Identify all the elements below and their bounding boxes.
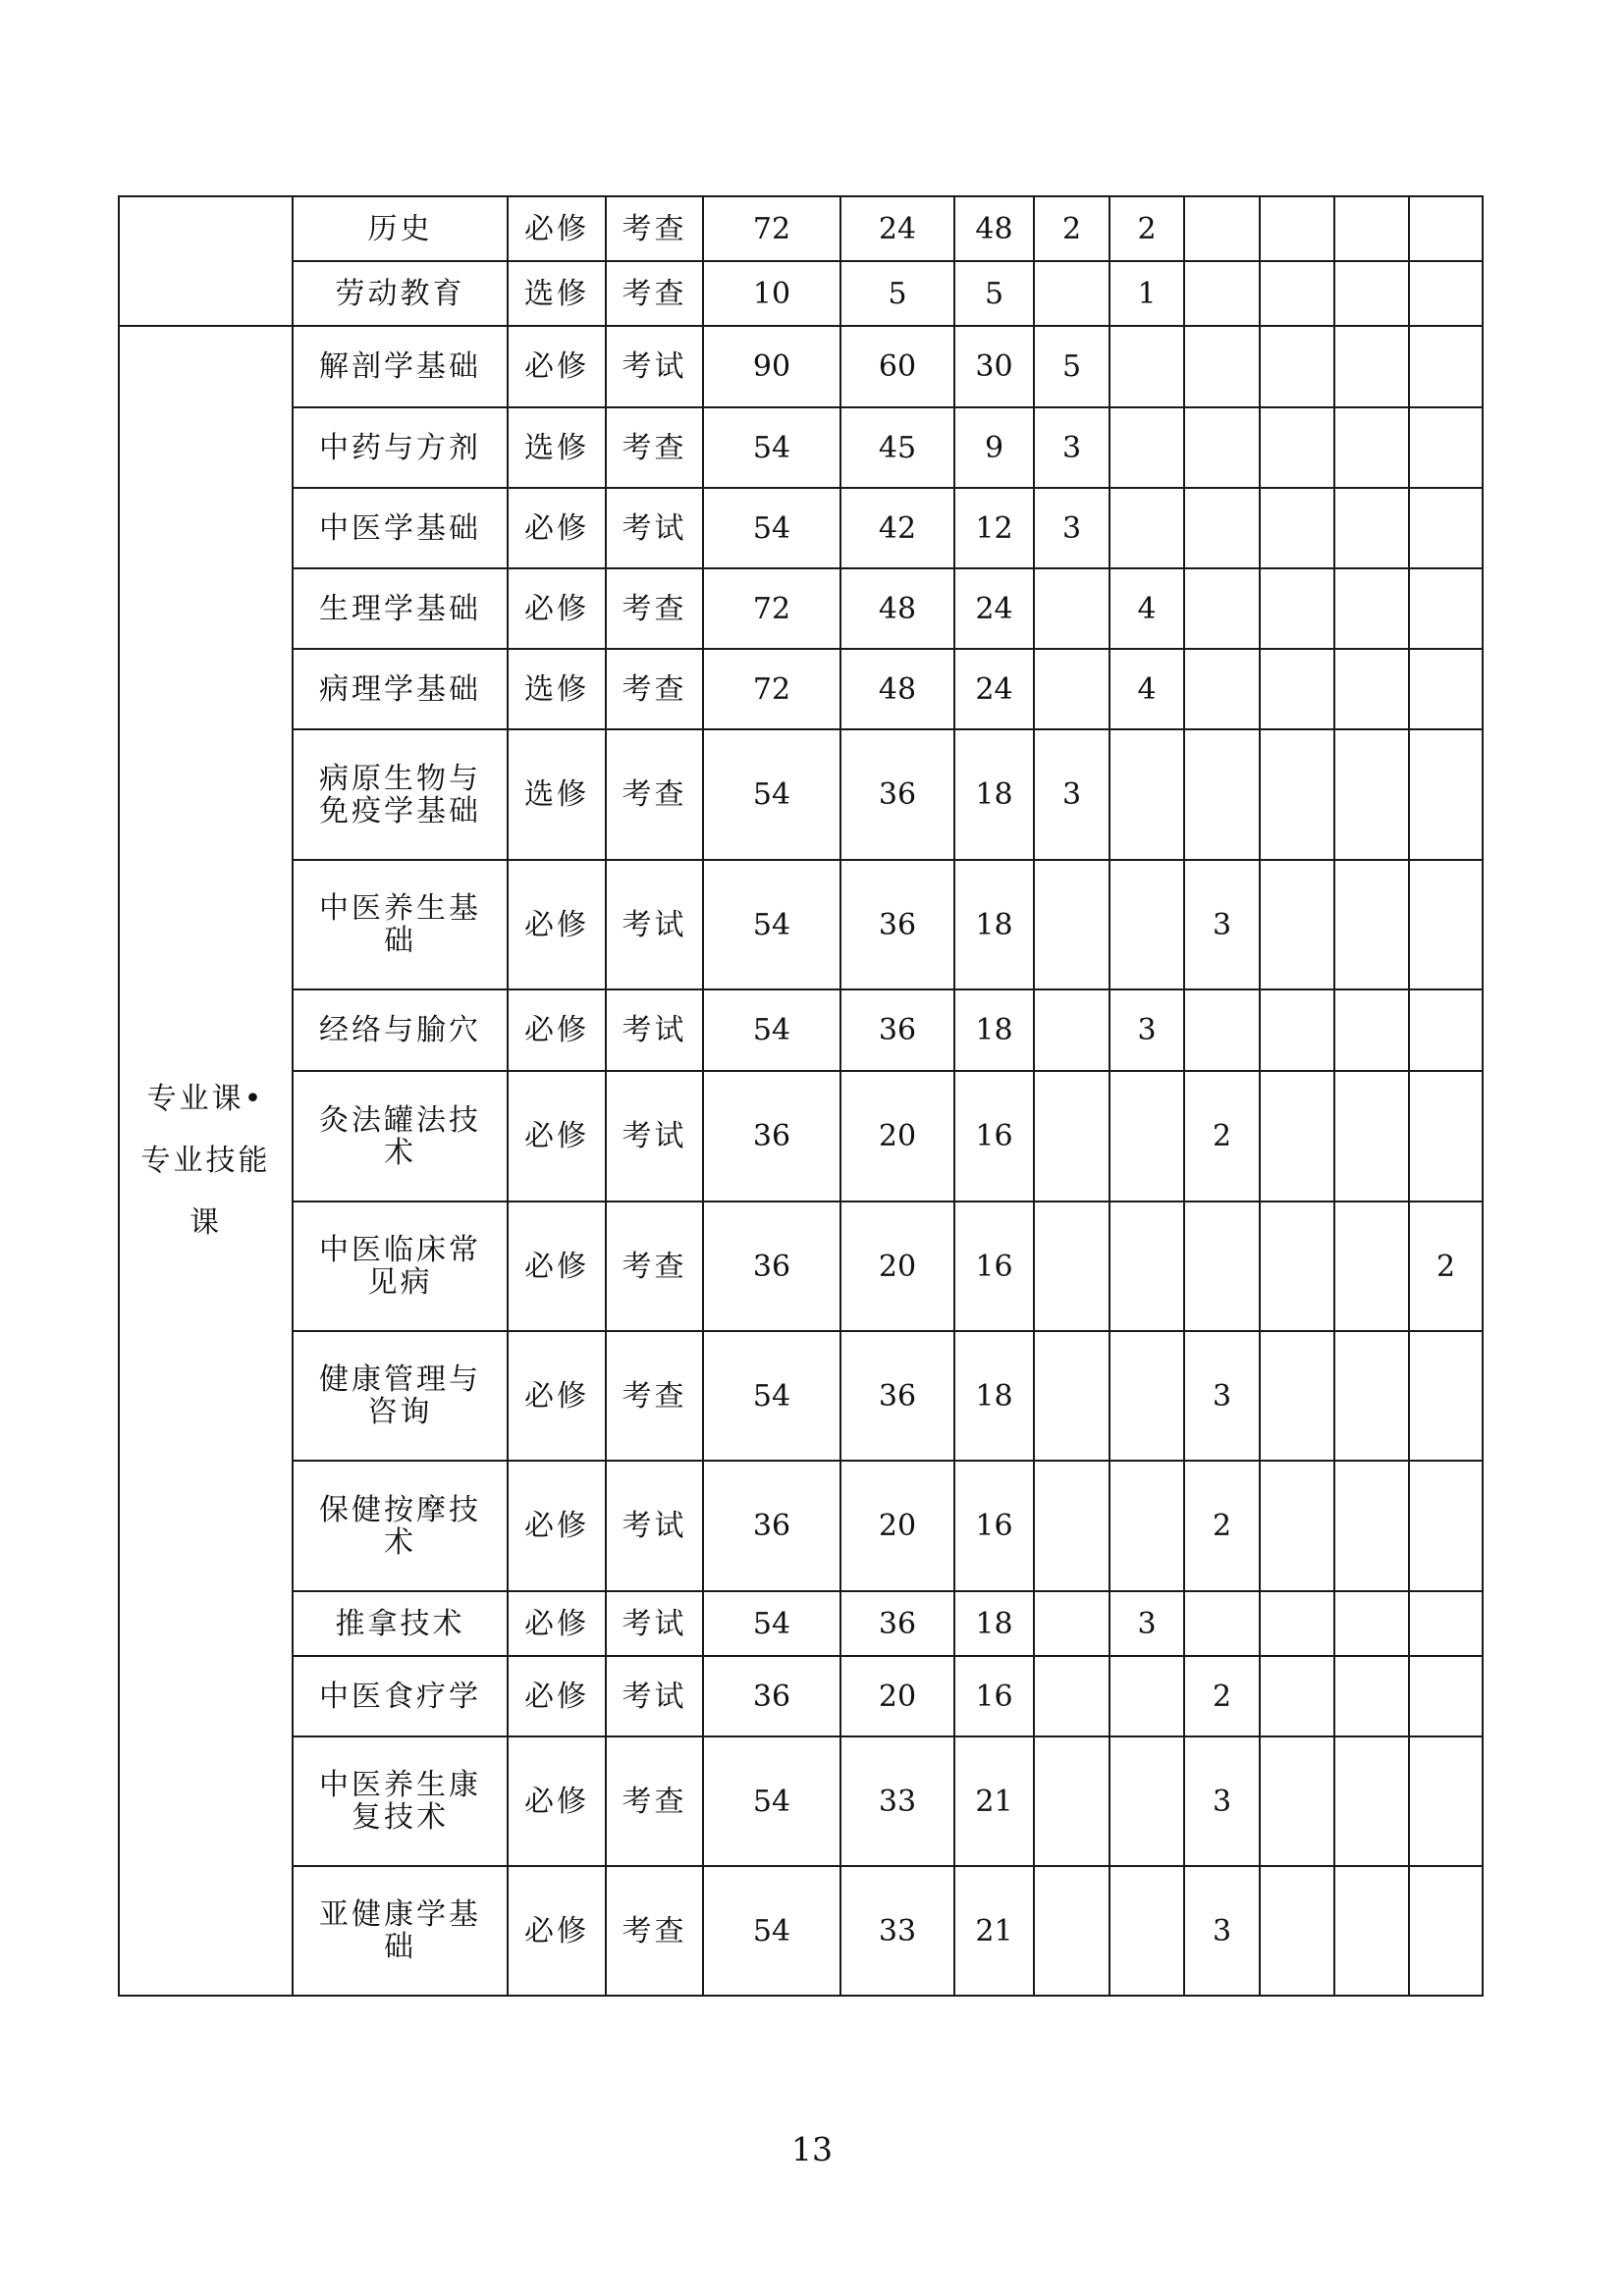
semester-1-cell: [1034, 989, 1110, 1071]
assessment-cell: 考查: [606, 196, 703, 261]
course-type-cell: 选修: [508, 407, 606, 488]
semester-3-cell: [1184, 649, 1260, 729]
course-type-cell: 必修: [508, 488, 606, 568]
semester-1-cell: 3: [1034, 407, 1110, 488]
table-row: [119, 1736, 1483, 1866]
theory-hours-cell: 20: [840, 1071, 954, 1201]
course-type-cell: 必修: [508, 1461, 606, 1591]
assessment-cell: 考试: [606, 1656, 703, 1736]
semester-4-cell: [1260, 989, 1334, 1071]
semester-1-cell: 5: [1034, 326, 1110, 407]
course-name-cell: 历史: [293, 196, 508, 261]
theory-hours-cell: 20: [840, 1201, 954, 1331]
table-row: [119, 326, 1483, 407]
assessment-cell: 考试: [606, 860, 703, 989]
semester-2-cell: 2: [1110, 196, 1184, 261]
semester-5-cell: [1334, 1656, 1409, 1736]
table-row: [119, 1201, 1483, 1331]
course-name-cell: 中医临床常见病: [293, 1201, 508, 1331]
semester-4-cell: [1260, 1591, 1334, 1656]
semester-2-cell: 3: [1110, 1591, 1184, 1656]
semester-5-cell: [1334, 196, 1409, 261]
course-name-cell: 健康管理与咨询: [293, 1331, 508, 1461]
total-hours-cell: 54: [703, 989, 840, 1071]
theory-hours-cell: 20: [840, 1461, 954, 1591]
practice-hours-cell: 9: [954, 407, 1034, 488]
semester-3-cell: 3: [1184, 1866, 1260, 1996]
semester-4-cell: [1260, 860, 1334, 989]
semester-2-cell: 1: [1110, 261, 1184, 326]
assessment-cell: 考试: [606, 326, 703, 407]
semester-5-cell: [1334, 649, 1409, 729]
semester-6-cell: [1409, 1866, 1483, 1996]
total-hours-cell: 10: [703, 261, 840, 326]
semester-6-cell: [1409, 729, 1483, 860]
category-cell: 专业课• 专业技能课: [119, 326, 293, 1996]
theory-hours-cell: 36: [840, 989, 954, 1071]
table-row: [119, 568, 1483, 649]
practice-hours-cell: 18: [954, 1591, 1034, 1656]
semester-1-cell: [1034, 1591, 1110, 1656]
semester-3-cell: 2: [1184, 1071, 1260, 1201]
semester-1-cell: [1034, 1071, 1110, 1201]
semester-1-cell: [1034, 860, 1110, 989]
course-name-cell: 亚健康学基础: [293, 1866, 508, 1996]
semester-6-cell: [1409, 1736, 1483, 1866]
semester-2-cell: [1110, 326, 1184, 407]
course-name-cell: 保健按摩技术: [293, 1461, 508, 1591]
semester-3-cell: 2: [1184, 1461, 1260, 1591]
semester-1-cell: [1034, 1656, 1110, 1736]
semester-1-cell: [1034, 1331, 1110, 1461]
semester-1-cell: [1034, 1736, 1110, 1866]
assessment-cell: 考试: [606, 1591, 703, 1656]
total-hours-cell: 36: [703, 1201, 840, 1331]
semester-1-cell: [1034, 1201, 1110, 1331]
course-type-cell: 选修: [508, 729, 606, 860]
course-name-cell: 病理学基础: [293, 649, 508, 729]
table-row: [119, 261, 1483, 326]
page-number: 13: [791, 2130, 833, 2168]
practice-hours-cell: 21: [954, 1866, 1034, 1996]
table-row: [119, 1656, 1483, 1736]
theory-hours-cell: 20: [840, 1656, 954, 1736]
total-hours-cell: 36: [703, 1656, 840, 1736]
semester-5-cell: [1334, 407, 1409, 488]
semester-6-cell: [1409, 196, 1483, 261]
table-row: [119, 729, 1483, 860]
semester-6-cell: [1409, 1461, 1483, 1591]
practice-hours-cell: 16: [954, 1201, 1034, 1331]
theory-hours-cell: 33: [840, 1736, 954, 1866]
course-name-cell: 生理学基础: [293, 568, 508, 649]
course-name-cell: 中医养生基础: [293, 860, 508, 989]
semester-6-cell: [1409, 261, 1483, 326]
semester-6-cell: [1409, 407, 1483, 488]
semester-3-cell: [1184, 1591, 1260, 1656]
table-row: [119, 488, 1483, 568]
practice-hours-cell: 18: [954, 729, 1034, 860]
semester-4-cell: [1260, 261, 1334, 326]
table-row: [119, 1461, 1483, 1591]
assessment-cell: 考查: [606, 261, 703, 326]
course-type-cell: 必修: [508, 860, 606, 989]
semester-2-cell: 4: [1110, 649, 1184, 729]
assessment-cell: 考试: [606, 1071, 703, 1201]
practice-hours-cell: 5: [954, 261, 1034, 326]
theory-hours-cell: 33: [840, 1866, 954, 1996]
course-name-cell: 中药与方剂: [293, 407, 508, 488]
semester-3-cell: [1184, 729, 1260, 860]
theory-hours-cell: 36: [840, 860, 954, 989]
semester-3-cell: 2: [1184, 1656, 1260, 1736]
semester-3-cell: [1184, 488, 1260, 568]
semester-1-cell: [1034, 649, 1110, 729]
semester-3-cell: [1184, 1201, 1260, 1331]
semester-2-cell: [1110, 488, 1184, 568]
semester-6-cell: [1409, 1591, 1483, 1656]
course-type-cell: 必修: [508, 1331, 606, 1461]
total-hours-cell: 54: [703, 488, 840, 568]
semester-3-cell: [1184, 261, 1260, 326]
practice-hours-cell: 16: [954, 1461, 1034, 1591]
semester-2-cell: [1110, 407, 1184, 488]
table-row: [119, 407, 1483, 488]
practice-hours-cell: 48: [954, 196, 1034, 261]
total-hours-cell: 54: [703, 1736, 840, 1866]
semester-6-cell: [1409, 326, 1483, 407]
semester-4-cell: [1260, 407, 1334, 488]
semester-1-cell: [1034, 568, 1110, 649]
semester-6-cell: [1409, 488, 1483, 568]
practice-hours-cell: 21: [954, 1736, 1034, 1866]
semester-5-cell: [1334, 1071, 1409, 1201]
course-type-cell: 必修: [508, 1591, 606, 1656]
assessment-cell: 考试: [606, 1461, 703, 1591]
semester-2-cell: [1110, 1656, 1184, 1736]
practice-hours-cell: 24: [954, 649, 1034, 729]
semester-2-cell: [1110, 1736, 1184, 1866]
semester-2-cell: [1110, 1331, 1184, 1461]
semester-2-cell: 3: [1110, 989, 1184, 1071]
theory-hours-cell: 36: [840, 1591, 954, 1656]
course-type-cell: 必修: [508, 196, 606, 261]
semester-6-cell: [1409, 1331, 1483, 1461]
practice-hours-cell: 24: [954, 568, 1034, 649]
total-hours-cell: 54: [703, 1866, 840, 1996]
practice-hours-cell: 18: [954, 860, 1034, 989]
semester-5-cell: [1334, 1866, 1409, 1996]
course-type-cell: 选修: [508, 261, 606, 326]
table-row: [119, 196, 1483, 261]
semester-3-cell: 3: [1184, 860, 1260, 989]
semester-2-cell: [1110, 1071, 1184, 1201]
semester-4-cell: [1260, 1071, 1334, 1201]
table-row: [119, 649, 1483, 729]
semester-5-cell: [1334, 326, 1409, 407]
table-row: [119, 989, 1483, 1071]
semester-1-cell: 2: [1034, 196, 1110, 261]
semester-5-cell: [1334, 488, 1409, 568]
semester-3-cell: [1184, 568, 1260, 649]
semester-4-cell: [1260, 1461, 1334, 1591]
theory-hours-cell: 42: [840, 488, 954, 568]
semester-6-cell: [1409, 649, 1483, 729]
semester-2-cell: [1110, 1866, 1184, 1996]
semester-5-cell: [1334, 261, 1409, 326]
assessment-cell: 考查: [606, 407, 703, 488]
assessment-cell: 考查: [606, 729, 703, 860]
table-row: [119, 1331, 1483, 1461]
assessment-cell: 考查: [606, 1201, 703, 1331]
semester-4-cell: [1260, 1331, 1334, 1461]
theory-hours-cell: 48: [840, 568, 954, 649]
course-type-cell: 必修: [508, 1866, 606, 1996]
total-hours-cell: 90: [703, 326, 840, 407]
semester-4-cell: [1260, 1736, 1334, 1866]
semester-4-cell: [1260, 1866, 1334, 1996]
semester-2-cell: [1110, 729, 1184, 860]
semester-5-cell: [1334, 729, 1409, 860]
semester-4-cell: [1260, 729, 1334, 860]
semester-5-cell: [1334, 1736, 1409, 1866]
course-type-cell: 必修: [508, 1071, 606, 1201]
semester-2-cell: [1110, 1461, 1184, 1591]
course-type-cell: 必修: [508, 989, 606, 1071]
course-type-cell: 选修: [508, 649, 606, 729]
total-hours-cell: 72: [703, 196, 840, 261]
course-name-cell: 解剖学基础: [293, 326, 508, 407]
semester-1-cell: [1034, 1461, 1110, 1591]
course-type-cell: 必修: [508, 568, 606, 649]
semester-3-cell: 3: [1184, 1736, 1260, 1866]
semester-2-cell: [1110, 1201, 1184, 1331]
total-hours-cell: 72: [703, 568, 840, 649]
semester-5-cell: [1334, 1331, 1409, 1461]
semester-6-cell: 2: [1409, 1201, 1483, 1331]
semester-6-cell: [1409, 989, 1483, 1071]
semester-5-cell: [1334, 1461, 1409, 1591]
semester-3-cell: [1184, 989, 1260, 1071]
semester-5-cell: [1334, 989, 1409, 1071]
practice-hours-cell: 12: [954, 488, 1034, 568]
semester-4-cell: [1260, 649, 1334, 729]
course-name-cell: 经络与腧穴: [293, 989, 508, 1071]
semester-1-cell: [1034, 1866, 1110, 1996]
semester-6-cell: [1409, 1656, 1483, 1736]
semester-2-cell: 4: [1110, 568, 1184, 649]
course-name-cell: 推拿技术: [293, 1591, 508, 1656]
practice-hours-cell: 16: [954, 1656, 1034, 1736]
course-name-cell: 劳动教育: [293, 261, 508, 326]
course-type-cell: 必修: [508, 326, 606, 407]
assessment-cell: 考试: [606, 989, 703, 1071]
assessment-cell: 考查: [606, 649, 703, 729]
total-hours-cell: 36: [703, 1071, 840, 1201]
practice-hours-cell: 18: [954, 1331, 1034, 1461]
total-hours-cell: 54: [703, 407, 840, 488]
course-name-cell: 中医养生康复技术: [293, 1736, 508, 1866]
total-hours-cell: 36: [703, 1461, 840, 1591]
table-row: [119, 1591, 1483, 1656]
assessment-cell: 考查: [606, 1866, 703, 1996]
semester-3-cell: [1184, 407, 1260, 488]
practice-hours-cell: 30: [954, 326, 1034, 407]
semester-4-cell: [1260, 1201, 1334, 1331]
course-type-cell: 必修: [508, 1656, 606, 1736]
table-row: [119, 860, 1483, 989]
total-hours-cell: 54: [703, 1331, 840, 1461]
table-row: [119, 1866, 1483, 1996]
total-hours-cell: 54: [703, 860, 840, 989]
total-hours-cell: 54: [703, 729, 840, 860]
course-schedule-table: [118, 195, 1484, 1997]
semester-4-cell: [1260, 196, 1334, 261]
semester-4-cell: [1260, 1656, 1334, 1736]
semester-1-cell: 3: [1034, 729, 1110, 860]
semester-5-cell: [1334, 568, 1409, 649]
semester-5-cell: [1334, 1591, 1409, 1656]
semester-4-cell: [1260, 326, 1334, 407]
total-hours-cell: 54: [703, 1591, 840, 1656]
theory-hours-cell: 24: [840, 196, 954, 261]
course-type-cell: 必修: [508, 1736, 606, 1866]
theory-hours-cell: 36: [840, 729, 954, 860]
practice-hours-cell: 16: [954, 1071, 1034, 1201]
semester-3-cell: [1184, 196, 1260, 261]
theory-hours-cell: 45: [840, 407, 954, 488]
semester-3-cell: [1184, 326, 1260, 407]
semester-3-cell: 3: [1184, 1331, 1260, 1461]
theory-hours-cell: 36: [840, 1331, 954, 1461]
semester-6-cell: [1409, 568, 1483, 649]
assessment-cell: 考查: [606, 568, 703, 649]
semester-6-cell: [1409, 860, 1483, 989]
semester-6-cell: [1409, 1071, 1483, 1201]
practice-hours-cell: 18: [954, 989, 1034, 1071]
semester-4-cell: [1260, 488, 1334, 568]
semester-1-cell: 3: [1034, 488, 1110, 568]
table-row: [119, 1071, 1483, 1201]
theory-hours-cell: 48: [840, 649, 954, 729]
semester-1-cell: [1034, 261, 1110, 326]
assessment-cell: 考试: [606, 488, 703, 568]
course-name-cell: 灸法罐法技术: [293, 1071, 508, 1201]
theory-hours-cell: 5: [840, 261, 954, 326]
category-cell-blank: [119, 196, 293, 326]
semester-5-cell: [1334, 860, 1409, 989]
theory-hours-cell: 60: [840, 326, 954, 407]
total-hours-cell: 72: [703, 649, 840, 729]
course-name-cell: 中医食疗学: [293, 1656, 508, 1736]
course-name-cell: 病原生物与免疫学基础: [293, 729, 508, 860]
assessment-cell: 考查: [606, 1331, 703, 1461]
semester-2-cell: [1110, 860, 1184, 989]
course-type-cell: 必修: [508, 1201, 606, 1331]
semester-5-cell: [1334, 1201, 1409, 1331]
semester-4-cell: [1260, 568, 1334, 649]
course-name-cell: 中医学基础: [293, 488, 508, 568]
assessment-cell: 考查: [606, 1736, 703, 1866]
